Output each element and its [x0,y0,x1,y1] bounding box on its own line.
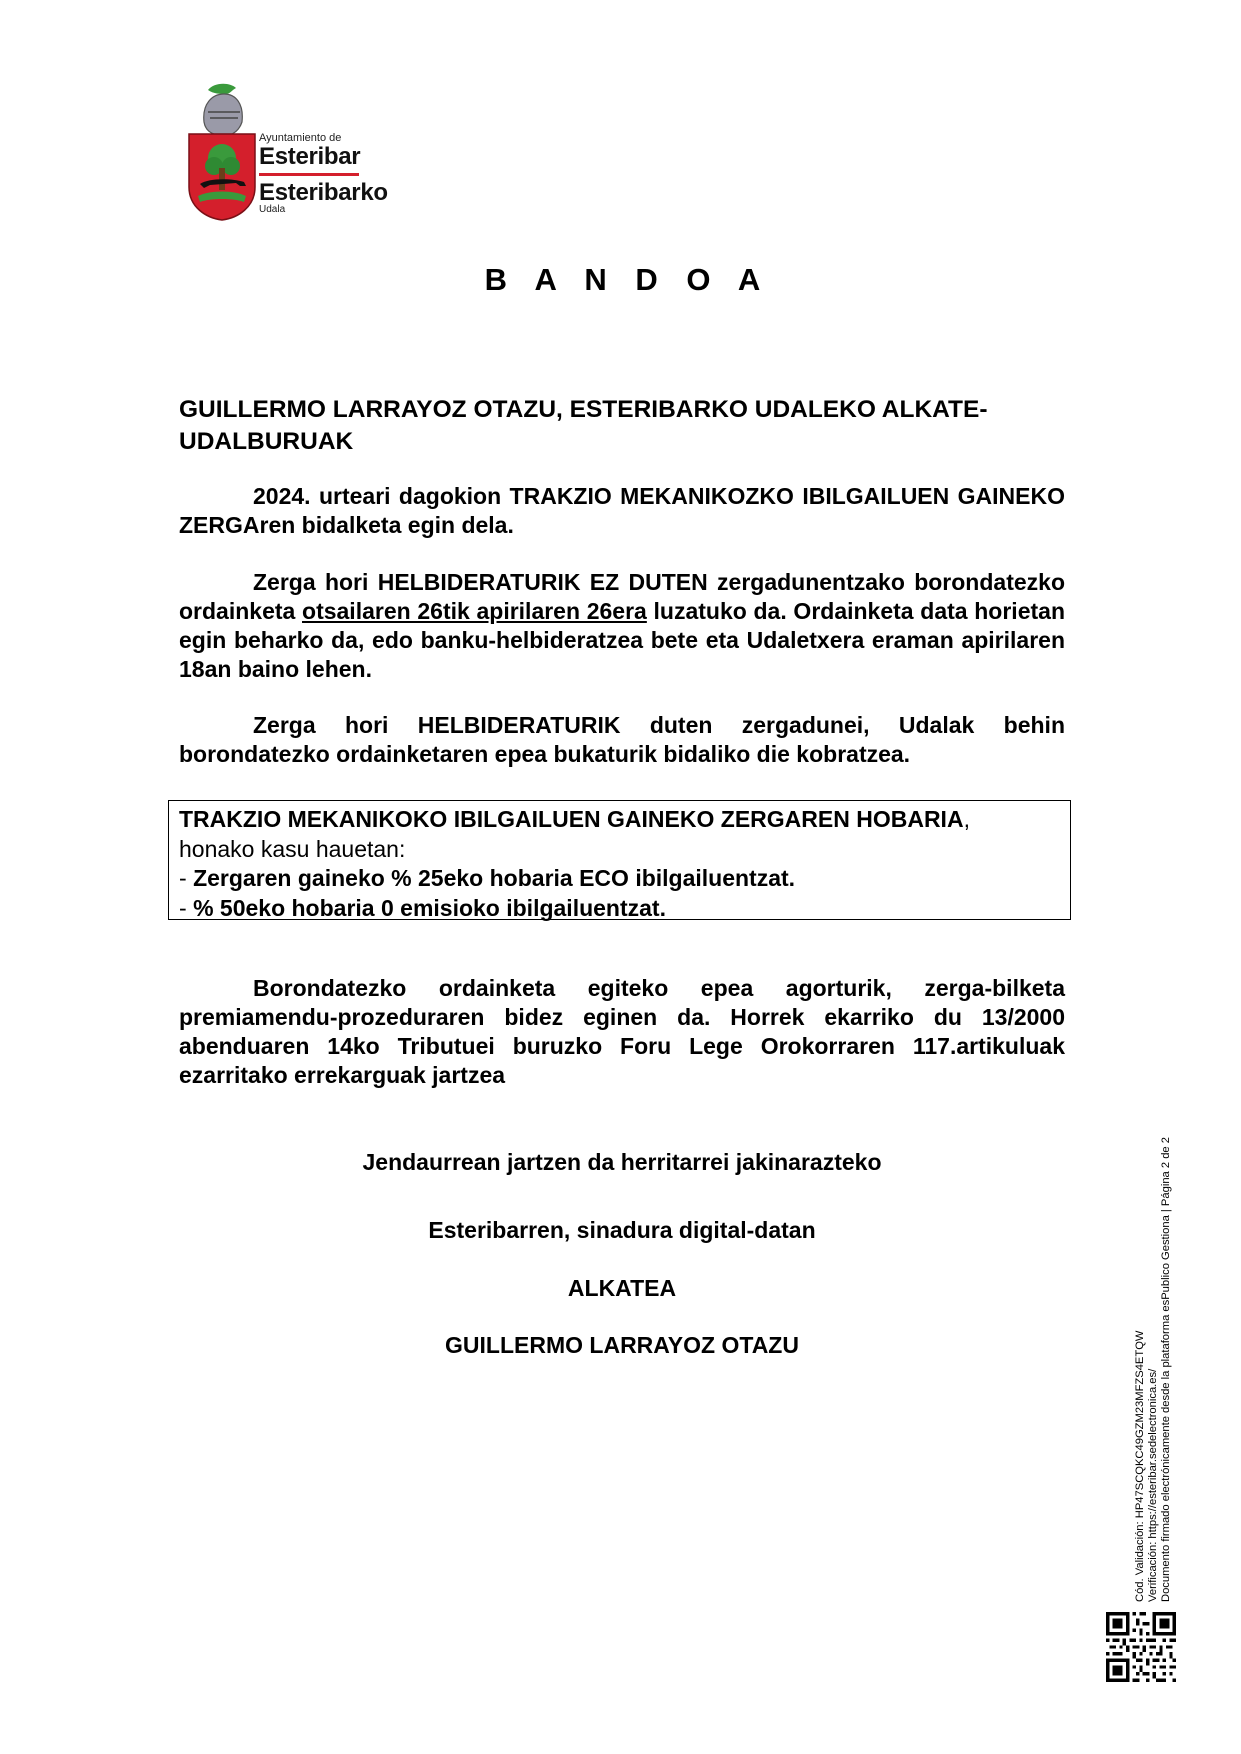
verification-url[interactable]: Verificación: https://esteribar.sedelectronica.es/ [1147,1368,1159,1602]
page-title: B A N D O A [484,262,771,297]
logo-text [259,132,388,215]
discount-item-zero-emission [179,894,1060,924]
paragraph-direct-debit: Zerga hori HELBIDERATURIK duten zergadunei, Udalak behin borondatezko ordainketaren epea bukaturik bidaliko die kobratzea. [179,712,1065,767]
logo-line-esteribar: Esteribar [259,143,361,170]
discount-item-eco [179,864,1060,894]
payment-dates-underlined: otsailaren 26tik apirilaren 26era [302,598,647,624]
discount-box-intro: honako kasu hauetan: [179,835,406,862]
logo-divider [259,173,359,176]
validation-code: Cód. Validación: HP47SCQKC49GZM23MFZS4ETQW [1134,1330,1146,1602]
issuer-heading: GUILLERMO LARRAYOZ OTAZU, ESTERIBARKO UDALEKO ALKATE-UDALBURUAK [179,396,988,455]
discount-item-dash: - [179,865,194,891]
discount-box-title [179,805,1060,835]
closing-place: Esteribarren, sinadura digital-datan [428,1217,816,1243]
validation-sidebar [1134,1042,1173,1602]
coat-of-arms-icon [186,82,258,222]
logo-line-ayuntamiento: Ayuntamiento de [259,132,342,144]
closing-role: ALKATEA [567,1275,677,1301]
payment-text-after: luzatuko da. Ordainketa data horietan egin beharko da, edo banku-helbideratzea bete eta Udaletxera eraman apirilaren 18an baino lehen. [179,598,1065,682]
discount-box [168,800,1071,920]
discount-item-zero-text: % 50eko hobaria 0 emisioko ibilgailuentzat. [193,894,666,921]
closing-signatory: GUILLERMO LARRAYOZ OTAZU [445,1332,799,1358]
discount-item-eco-text: Zergaren gaineko % 25eko hobaria ECO ibilgailuentzat. [193,865,796,891]
closing-publication: Jendaurrean jartzen da herritarrei jakinarazteko [362,1149,882,1175]
qr-code-icon [1106,1612,1176,1682]
logo-line-esteribarko: Esteribarko [259,179,388,206]
paragraph-tax-notice: 2024. urteari dagokion TRAKZIO MEKANIKOZKO IBILGAILUEN GAINEKO ZERGAren bidalketa egin dela. [179,483,1065,538]
paragraph-payment-period [179,568,1065,684]
discount-title-bold: TRAKZIO MEKANIKOKO IBILGAILUEN GAINEKO ZERGAREN HOBARIA [179,806,964,832]
logo-line-udala: Udala [259,204,286,215]
paragraph-enforcement: Borondatezko ordainketa egiteko epea agorturik, zerga-bilketa premiamendu-prozeduraren bidez eginen da. Horrek ekarriko du 13/2000 abenduaren 14ko Tributuei buruzko Foru Lege Orokorraren 117.artikuluak ezarritako errekarguak jartzea [179,975,1065,1088]
discount-item-dash: - [179,894,194,921]
payment-text-before: Zerga hori HELBIDERATURIK EZ DUTEN zergadunentzako borondatezko ordainketa [179,569,1065,624]
discount-title-comma: , [963,806,970,832]
signature-note: Documento firmado electrónicamente desde la plataforma esPublico Gestiona | Página 2 de 2 [1160,1137,1172,1602]
